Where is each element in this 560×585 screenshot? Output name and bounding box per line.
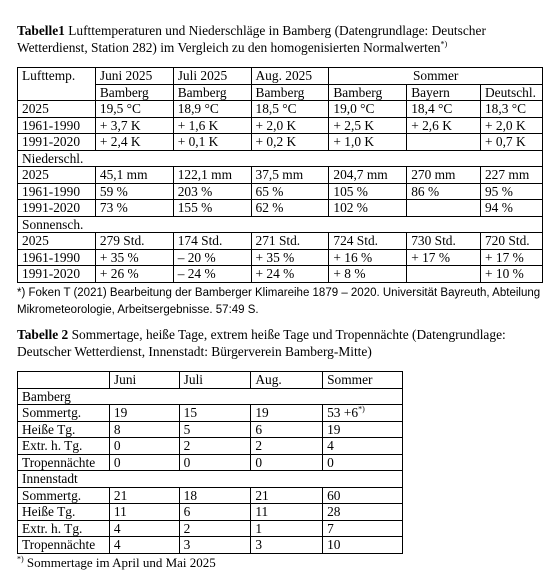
header-aug: Aug. — [251, 372, 323, 389]
juli-cell: 15 — [179, 405, 251, 422]
innenstadt-row — [18, 487, 403, 504]
sommer-deutschland-cell: 720 Std. — [480, 233, 542, 250]
innenstadt-row — [18, 520, 403, 537]
juli-cell: 0 — [179, 454, 251, 471]
aug-cell: 1 — [251, 520, 323, 537]
juli-cell: + 1,6 K — [173, 117, 251, 134]
sommer-bayern-cell — [407, 134, 481, 151]
aug-cell: 2 — [251, 438, 323, 455]
row-label: Tropennächte — [18, 454, 110, 471]
juni-cell: 279 Std. — [95, 233, 173, 250]
row-label: Tropennächte — [18, 537, 110, 554]
row-label: 1961-1990 — [18, 249, 96, 266]
table1-caption-text: Lufttemperaturen und Niederschläge in Bamberg (Datengrundlage: Deutscher Wetterdienst, Station 282) im Vergleich zu den homogenisierten Normalwerten — [17, 23, 486, 55]
juni-cell: 59 % — [95, 183, 173, 200]
sun-row — [18, 249, 543, 266]
juni-cell: 19 — [109, 405, 179, 422]
row-label: 1961-1990 — [18, 183, 96, 200]
juni-cell: 0 — [109, 438, 179, 455]
temp-row — [18, 134, 543, 151]
table1-caption-mark: *) — [440, 39, 448, 49]
temp-row — [18, 117, 543, 134]
sommer-deutschland-cell: 94 % — [480, 200, 542, 217]
sommer-bayern-cell: 18,4 °C — [407, 101, 481, 118]
sommer-cell — [323, 405, 403, 422]
section-sonnenschein — [18, 216, 543, 233]
sommer-deutschland-cell: 227 mm — [480, 167, 542, 184]
sommer-deutschland-cell: + 2,0 K — [480, 117, 542, 134]
precip-row — [18, 167, 543, 184]
juni-cell: 73 % — [95, 200, 173, 217]
section-sonnenschein-label: Sonnensch. — [18, 216, 543, 233]
bamberg-row — [18, 438, 403, 455]
header-month-2-line2: Bamberg — [173, 84, 251, 101]
aug-cell: + 35 % — [251, 249, 329, 266]
table2-label: Tabelle 2 — [17, 327, 69, 342]
juni-cell: 19,5 °C — [95, 101, 173, 118]
sommer-cell: 7 — [323, 520, 403, 537]
sommer-bayern-cell: 86 % — [407, 183, 481, 200]
sommer-cell: 28 — [323, 504, 403, 521]
table1 — [17, 67, 543, 283]
juli-cell: 155 % — [173, 200, 251, 217]
aug-cell: + 2,0 K — [251, 117, 329, 134]
header-sommer-bamberg: Bamberg — [329, 84, 407, 101]
section-niederschlag-label: Niederschl. — [18, 150, 543, 167]
juni-cell: 45,1 mm — [95, 167, 173, 184]
aug-cell: 18,5 °C — [251, 101, 329, 118]
aug-cell: 11 — [251, 504, 323, 521]
header-sommer: Sommer — [329, 68, 543, 85]
sommer-cell: 4 — [323, 438, 403, 455]
sun-row — [18, 266, 543, 283]
aug-cell: 271 Std. — [251, 233, 329, 250]
table2-caption-text: Sommertage, heiße Tage, extrem heiße Tage und Tropennächte (Datengrundlage: Deutscher Wetterdienst, Innenstadt: Bürgerverein Bamberg-Mitte) — [17, 327, 506, 359]
table1-header-row2 — [18, 84, 543, 101]
aug-cell: + 24 % — [251, 266, 329, 283]
juni-cell: + 35 % — [95, 249, 173, 266]
juni-cell: 0 — [109, 454, 179, 471]
innenstadt-row — [18, 504, 403, 521]
juli-cell: 174 Std. — [173, 233, 251, 250]
sommer-deutschland-cell: + 0,7 K — [480, 134, 542, 151]
juni-cell: 21 — [109, 487, 179, 504]
row-label: Heiße Tg. — [18, 504, 110, 521]
row-label: 1991-2020 — [18, 266, 96, 283]
section-bamberg-label: Bamberg — [18, 388, 403, 405]
aug-cell: 37,5 mm — [251, 167, 329, 184]
aug-cell: 62 % — [251, 200, 329, 217]
sommer-bayern-cell: 730 Std. — [407, 233, 481, 250]
aug-cell: 6 — [251, 421, 323, 438]
juli-cell: 18 — [179, 487, 251, 504]
sommer-value: 53 +6 — [327, 405, 359, 420]
sommer-bamberg-cell: + 2,5 K — [329, 117, 407, 134]
sommer-cell: 0 — [323, 454, 403, 471]
row-label: 2025 — [18, 101, 96, 118]
juni-cell: 11 — [109, 504, 179, 521]
sommer-bamberg-cell: 724 Std. — [329, 233, 407, 250]
row-label: Extr. h. Tg. — [18, 438, 110, 455]
sommer-bayern-cell — [407, 266, 481, 283]
sommer-bamberg-cell: 105 % — [329, 183, 407, 200]
aug-cell: 3 — [251, 537, 323, 554]
row-label: Sommertg. — [18, 405, 110, 422]
juli-cell: 2 — [179, 438, 251, 455]
row-label: 2025 — [18, 233, 96, 250]
row-label: 2025 — [18, 167, 96, 184]
row-label: Heiße Tg. — [18, 421, 110, 438]
sommer-bamberg-cell: + 1,0 K — [329, 134, 407, 151]
sommer-footnote-mark: *) — [358, 404, 365, 414]
sommer-bayern-cell: + 17 % — [407, 249, 481, 266]
header-juni: Juni — [109, 372, 179, 389]
juli-cell: 3 — [179, 537, 251, 554]
table1-header-row1 — [18, 68, 543, 85]
juni-cell: + 2,4 K — [95, 134, 173, 151]
table1-footnote: *) Foken T (2021) Bearbeitung der Bamberger Klimareihe 1879 – 2020. Universität Bayreuth, Abteilung Mikrometeorologie, Arbeitsergebnisse. 57:49 S. — [17, 287, 541, 316]
juli-cell: 122,1 mm — [173, 167, 251, 184]
innenstadt-row — [18, 537, 403, 554]
aug-cell: + 0,2 K — [251, 134, 329, 151]
juli-cell: – 20 % — [173, 249, 251, 266]
row-label: Sommertg. — [18, 487, 110, 504]
sommer-bayern-cell: + 2,6 K — [407, 117, 481, 134]
header-month-3-line2: Bamberg — [251, 84, 329, 101]
sommer-cell: 60 — [323, 487, 403, 504]
sommer-bamberg-cell: 19,0 °C — [329, 101, 407, 118]
table2-footnote-text: Sommertage im April und Mai 2025 — [23, 555, 216, 570]
bamberg-row — [18, 405, 403, 422]
row-label: 1991-2020 — [18, 200, 96, 217]
bamberg-row — [18, 421, 403, 438]
header-month-1-line2: Bamberg — [95, 84, 173, 101]
sommer-deutschland-cell: + 10 % — [480, 266, 542, 283]
juli-cell: 5 — [179, 421, 251, 438]
header-sommer: Sommer — [323, 372, 403, 389]
juni-cell: 8 — [109, 421, 179, 438]
header-blank — [18, 372, 110, 389]
table2-header-row — [18, 372, 403, 389]
sun-row — [18, 233, 543, 250]
section-niederschlag — [18, 150, 543, 167]
header-lufttemp: Lufttemp. — [18, 68, 96, 101]
header-month-3-line1: Aug. 2025 — [251, 68, 329, 85]
juni-cell: + 26 % — [95, 266, 173, 283]
sommer-bayern-cell: 270 mm — [407, 167, 481, 184]
juli-cell: 18,9 °C — [173, 101, 251, 118]
row-label: 1991-2020 — [18, 134, 96, 151]
temp-row — [18, 101, 543, 118]
aug-cell: 21 — [251, 487, 323, 504]
sommer-deutschland-cell: 18,3 °C — [480, 101, 542, 118]
header-month-2-line1: Juli 2025 — [173, 68, 251, 85]
sommer-bamberg-cell: 204,7 mm — [329, 167, 407, 184]
juni-cell: + 3,7 K — [95, 117, 173, 134]
table1-caption — [17, 22, 547, 56]
aug-cell: 65 % — [251, 183, 329, 200]
header-month-1-line1: Juni 2025 — [95, 68, 173, 85]
section-innenstadt — [18, 471, 403, 488]
sommer-bamberg-cell: + 16 % — [329, 249, 407, 266]
section-innenstadt-label: Innenstadt — [18, 471, 403, 488]
table2-footnote-mark: *) — [17, 554, 24, 564]
sommer-cell: 10 — [323, 537, 403, 554]
table2 — [17, 371, 403, 554]
juli-cell: 2 — [179, 520, 251, 537]
sommer-bayern-cell — [407, 200, 481, 217]
row-label: Extr. h. Tg. — [18, 520, 110, 537]
juli-cell: 6 — [179, 504, 251, 521]
precip-row — [18, 200, 543, 217]
table1-label: Tabelle1 — [17, 23, 65, 38]
header-juli: Juli — [179, 372, 251, 389]
section-bamberg — [18, 388, 403, 405]
header-sommer-bayern: Bayern — [407, 84, 481, 101]
sommer-bamberg-cell: + 8 % — [329, 266, 407, 283]
bamberg-row — [18, 454, 403, 471]
juli-cell: – 24 % — [173, 266, 251, 283]
juli-cell: + 0,1 K — [173, 134, 251, 151]
aug-cell: 0 — [251, 454, 323, 471]
sommer-deutschland-cell: + 17 % — [480, 249, 542, 266]
juni-cell: 4 — [109, 537, 179, 554]
header-sommer-deutschland: Deutschl. — [480, 84, 542, 101]
sommer-cell: 19 — [323, 421, 403, 438]
juli-cell: 203 % — [173, 183, 251, 200]
aug-cell: 19 — [251, 405, 323, 422]
row-label: 1961-1990 — [18, 117, 96, 134]
precip-row — [18, 183, 543, 200]
juni-cell: 4 — [109, 520, 179, 537]
table2-caption — [17, 326, 547, 360]
sommer-deutschland-cell: 95 % — [480, 183, 542, 200]
sommer-bamberg-cell: 102 % — [329, 200, 407, 217]
table2-footnote — [17, 555, 216, 570]
